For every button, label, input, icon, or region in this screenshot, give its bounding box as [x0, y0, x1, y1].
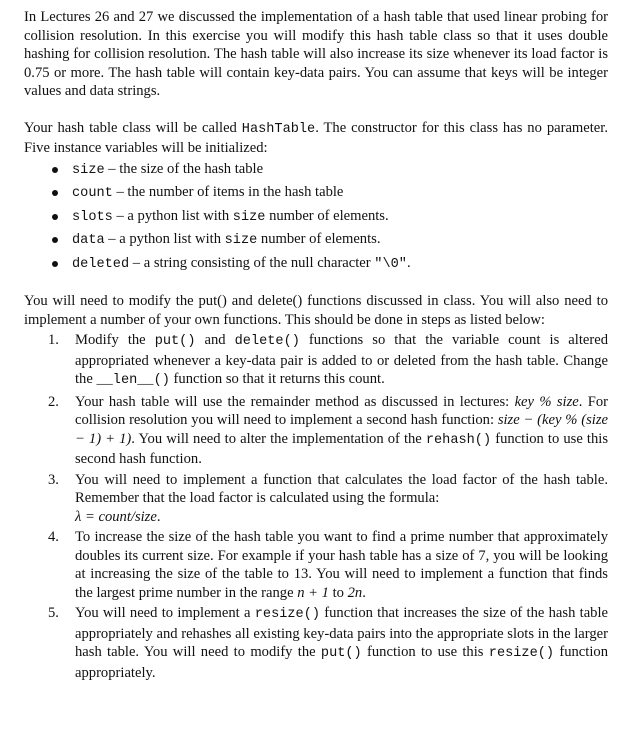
step-number: 1. [48, 332, 59, 348]
formula-load-factor: λ = count/size [75, 508, 157, 525]
var-desc-end: . [406, 254, 411, 271]
step-text: . [156, 508, 161, 525]
class-description-paragraph [24, 119, 608, 158]
step-text: Your hash table will use the remainder method as discussed in lectures: [75, 393, 515, 410]
step-text: . [362, 584, 366, 601]
list-item [24, 160, 608, 181]
formula-second-hash: size − (key % (size − 1) + 1) [75, 412, 608, 447]
step-item [24, 331, 608, 391]
step-text: function to use this [361, 644, 489, 660]
var-desc: – a python list with [112, 207, 233, 224]
step-item [24, 471, 608, 527]
var-code-size: size [232, 209, 266, 225]
step-item [24, 393, 608, 469]
code-rehash: rehash() [425, 432, 492, 448]
var-code-size: size [224, 233, 258, 248]
class-desc-pre: Your hash table class will be called [24, 119, 242, 136]
list-item [24, 230, 608, 251]
step-number: 3. [48, 471, 59, 488]
list-item [24, 254, 608, 275]
var-desc-end: number of elements. [257, 231, 381, 247]
var-name-slots: slots [72, 209, 113, 225]
var-name-size: size [72, 162, 105, 178]
code-put: put() [320, 646, 362, 661]
step-text: and [195, 332, 235, 348]
step-text: function that increases the size of the hash table appropriately and rehashes all existing key-data pairs into the appropriate slots in the larger hash table. You will need to modify the [75, 605, 608, 660]
code-resize: resize() [254, 607, 321, 622]
code-resize: resize() [488, 646, 555, 661]
step-text: You will need to implement a function that calculates the load factor of the hash table. Remember that the load factor is calculated using the formula: [75, 471, 608, 506]
step-text: You will need to implement a [75, 605, 255, 621]
formula-primary-hash: key % size [514, 393, 579, 410]
steps-list [24, 331, 608, 682]
code-len: __len__() [96, 373, 170, 388]
var-desc-end: number of elements. [265, 207, 389, 224]
list-item [24, 207, 608, 228]
step-number: 4. [48, 529, 59, 545]
step-number: 5. [48, 605, 59, 621]
var-name-count: count [72, 186, 113, 201]
step-text: . You will need to alter the implementation of the [131, 430, 426, 447]
step-text: . For collision resolution you will need to implement a second hash function: [75, 393, 608, 428]
var-name-data: data [72, 233, 105, 248]
step-text: function so that it returns this count. [169, 371, 385, 387]
document-page [24, 8, 608, 684]
step-item [24, 528, 608, 602]
var-code-null-char: "\0" [374, 256, 407, 272]
step-text: to [328, 584, 348, 601]
step-number: 2. [48, 393, 59, 410]
class-desc-post: . The constructor for this class has no parameter. Five instance variables will be initialized: [24, 119, 608, 156]
instance-variables-list [24, 160, 608, 275]
code-put: put() [154, 334, 196, 349]
step-text: functions so that the variable count is altered appropriated whenever a key-data pair is added to or deleted from the hash table. Change the [75, 332, 608, 387]
step-text: function to use this second hash function. [75, 430, 608, 467]
var-desc: – the size of the hash table [104, 160, 264, 177]
intro-paragraph: In Lectures 26 and 27 we discussed the implementation of a hash table that used linear probing for collision resolution. In this exercise you will modify this hash table class so that it uses double hashing for collision resolution. The hash table will also increase its size whenever its load factor is 0.75 or more. The hash table will contain key-data pairs. You can assume that keys will be integer values and data strings. [24, 9, 608, 99]
code-delete: delete() [234, 334, 300, 349]
step-text: To increase the size of the hash table you want to find a prime number that approximately doubles its current size. For example if your hash table has a size of 7, you will be looking at increasing the size of the table to 13. You will need to implement a function that finds the largest prime number in the range [75, 529, 608, 601]
list-item [24, 183, 608, 204]
var-desc: – a string consisting of the null character [129, 254, 375, 271]
step-item [24, 604, 608, 682]
class-name-code: HashTable [241, 121, 316, 137]
steps-intro-paragraph: You will need to modify the put() and delete() functions discussed in class. You will also need to implement a number of your own functions. This should be done in steps as listed below: [24, 293, 608, 328]
var-desc: – the number of items in the hash table [112, 184, 344, 200]
step-text: Modify the [75, 332, 155, 348]
formula-range-end: 2n [347, 584, 363, 601]
var-desc: – a python list with [104, 231, 225, 247]
formula-range-start: n + 1 [297, 584, 329, 601]
step-text: function appropriately. [75, 644, 608, 681]
var-name-deleted: deleted [72, 256, 130, 272]
